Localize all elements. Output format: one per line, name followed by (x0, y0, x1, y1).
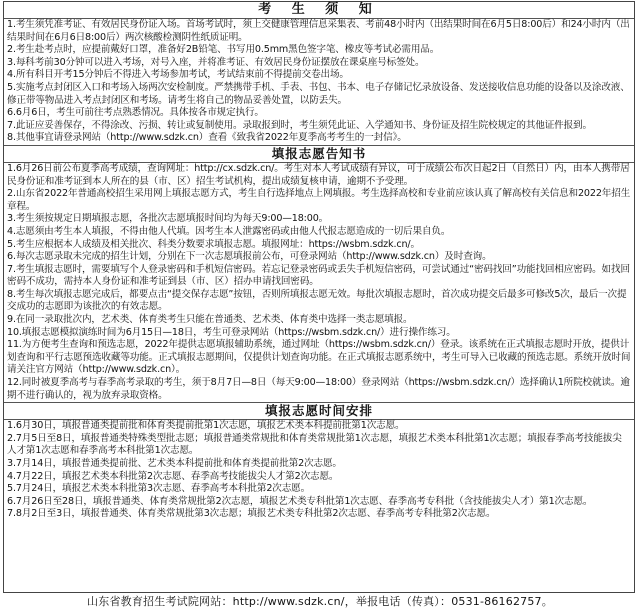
schedule-item: 5.7月24日，填报艺术类本科批第3次志愿、春季高考本科批第2次志愿。 (7, 483, 311, 495)
guide-item: 10.填报志愿模拟演练时间为6月15日—18日，考生可登录网站（https://wsbm.sdzk.cn/）进行操作练习。 (7, 326, 456, 338)
guide-item: 7.考生填报志愿时，需要填写个人登录密码和手机短信密码。若忘记登录密码或丢失手机短信密码，可尝试通过“密码找回”功能找回相应密码。如找回密码不成功，需持本人身份证和准考证到县（市、区）招办申请找回密码。 (7, 263, 630, 288)
guide-item: 9.在同一录取批次内，艺术类、体育类考生只能在普通类、艺术类、体育类中选择一类志愿填报。 (7, 314, 413, 326)
schedule-item: 7.8月2日至3日，填报普通类、体育类常规批第3次志愿；填报艺术类专科批第2次志愿、春季高考专科批第2次志愿。 (7, 508, 496, 520)
schedule-item: 4.7月22日，填报艺术类本科批第2次志愿、春季高考技能拔尖人才第2次志愿。 (7, 470, 339, 482)
guide-item: 11.为方便考生查询和预选志愿，2022年提供志愿填报辅助系统，通过网址（https://wsbm.sdzk.cn/）登录。该系统在正式填报志愿时开放，提供计划查询和平行志愿预选收藏等功能。正式填报志愿期间，仅提供计划查询功能。在正式填报志愿系统中，考生可导入已收藏的预选志愿。系统开放时间请关注官方网站（http://www.sdzk.cn）。 (7, 339, 631, 376)
exam-notice-title: 考 生 须 知 (4, 2, 634, 19)
schedule-item: 3.7月14日，填报普通类提前批、艺术类本科提前批和体育类提前批第2次志愿。 (7, 458, 342, 469)
application-guide-section (4, 146, 634, 403)
exam-notice-item: 8.其他事宜请登录网站（http://www.sdzk.cn）查看《致我省2022年夏季高考考生的一封信》。 (7, 132, 407, 144)
footer-contact: 山东省教育招生考试院网站：http://www.sdzk.cn/，举报电话（传真）：0531-86162757。 (87, 595, 553, 608)
schedule-title: 填报志愿时间安排 (4, 403, 634, 420)
application-guide-title: 填报志愿告知书 (4, 146, 634, 163)
exam-notice-item: 2.考生赴考点时，应提前戴好口罩，准备好2B铅笔、书写用0.5mm黑色签字笔、橡皮等考试必需用品。 (7, 44, 440, 56)
schedule-item: 6.7月26日至28日，填报普通类、体育类常规批第2次志愿，填报艺术类专科批第1次志愿、春季高考专科批（含技能拔尖人才）第1次志愿。 (7, 495, 593, 507)
guide-item: 8.考生每次填报志愿完成后，都要点击“提交保存志愿”按钮，否则所填报志愿无效。每批次填报志愿时，首次成功提交后最多可修改5次，最后一次提交成功的志愿即为该批次的有效志愿。 (7, 288, 627, 313)
admission-ticket-notice-sheet (3, 1, 635, 593)
guide-item: 3.考生须按规定日期填报志愿，各批次志愿填报时间均为每天9:00—18:00。 (7, 213, 329, 225)
schedule-section (4, 403, 634, 521)
exam-notice-item: 1.考生须凭准考证、有效居民身份证入场。首场考试时，须上交健康管理信息采集表、考前48小时内（出结果时间在6月5日8:00后）和24小时内（出结果时间在6月6日8:00后）两次核酸检测阴性纸质证明。 (7, 19, 630, 43)
schedule-item: 2.7月5日至8日，填报普通类特殊类型批志愿；填报普通类常规批和体育类常规批第1次志愿，填报艺术类本科批第1次志愿；填报春季高考技能拔尖人才第1次志愿和春季高考本科批第1次志愿。 (7, 432, 622, 457)
exam-notice-item: 5.实施考点封闭区入口和考场入场两次安检制度。严禁携带手机、手表、书包、书本、电子存储记忆录放设备、发送接收信息功能的设备以及涂改液、修正带等物品进入考点封闭区和考场。请考生将自己的物品妥善处置，以防丢失。 (7, 81, 630, 106)
exam-notice-section (4, 2, 634, 146)
exam-notice-item: 7.此证应妥善保存，不得涂改、污损、转让或复制使用。录取报到时，考生须凭此证、入学通知书、身份证及招生院校规定的其他证件报到。 (7, 119, 592, 131)
schedule-item: 1.6月30日，填报普通类提前批和体育类提前批第1次志愿，填报艺术类本科提前批第1次志愿。 (7, 420, 405, 432)
guide-item: 12.同时被夏季高考与春季高考录取的考生，须于8月7日—8日（每天9:00—18:00）登录网站（https://wsbm.sdzk.cn/）选择确认1所院校就读。逾期不进行确认的，视为放弃录取资格。 (7, 377, 630, 401)
exam-notice-item: 3.每科考前30分钟可以进入考场，对号入座，并将准考证、有效居民身份证摆放在课桌座号标签处。 (7, 56, 425, 68)
guide-item: 2.山东省2022年普通高校招生采用网上填报志愿方式，考生自行选择地点上网填报。考生选择高校和专业前应该认真了解高校有关信息和2022年招生章程。 (7, 188, 631, 212)
guide-item: 1.6月26日前公布夏季高考成绩，查询网址：http://cx.sdzk.cn/。考生对本人考试成绩有异议，可于成绩公布次日起2日（自然日）内，由本人携带居民身份证和准考证到本人所在的县（市、区）招生考试机构，提出成绩复核申请，逾期不予受理。 (7, 162, 630, 187)
guide-item: 4.志愿须由考生本人填报，不得由他人代填。因考生本人泄露密码或由他人代报志愿造成的一切后果自负。 (7, 225, 451, 237)
guide-item: 6.每次志愿录取未完成的招生计划，分别在下一次志愿填报前公布，可登录网站（http://www.sdzk.cn）及时查询。 (7, 251, 492, 263)
guide-item: 5.考生应根据本人成绩及相关批次、科类分数要求填报志愿。填报网址：https://wsbm.sdzk.cn/。 (7, 238, 420, 250)
exam-notice-item: 6.6月6日，考生可前往考点熟悉情况。具体按各市规定执行。 (7, 107, 264, 119)
exam-notice-item: 4.所有科目开考15分钟后不得进入考场参加考试，考试结束前不得提前交卷出场。 (7, 69, 349, 81)
